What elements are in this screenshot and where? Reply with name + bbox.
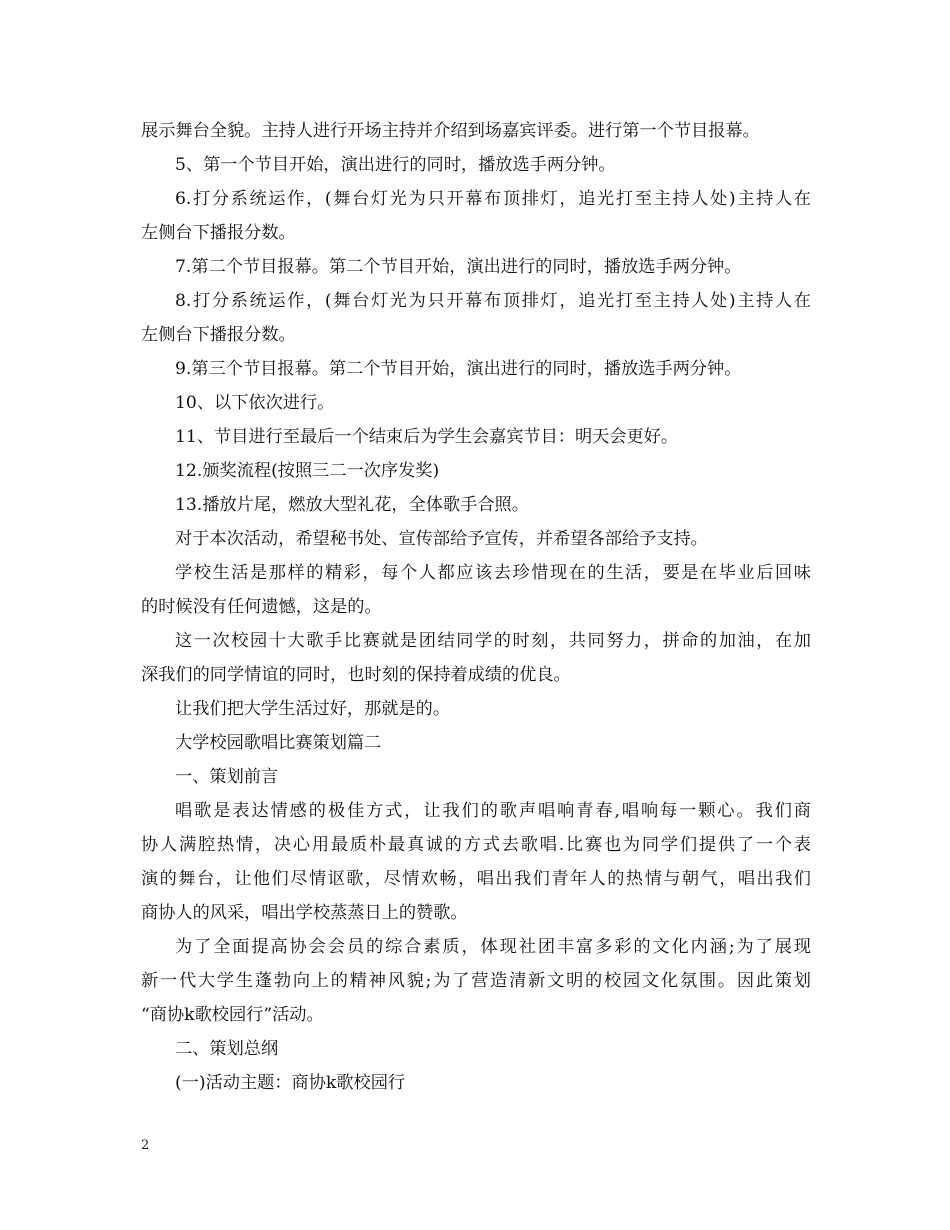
text-line: 这一次校园十大歌手比赛就是团结同学的时刻，共同努力，拼命的加油，在加: [175, 631, 811, 651]
text-line: 展示舞台全貌。主持人进行开场主持并介绍到场嘉宾评委。进行第一个节目报幕。: [141, 121, 760, 141]
text-line: 12.颁奖流程(按照三二一次序发奖): [175, 461, 440, 481]
document-body: [141, 114, 811, 1100]
text-line: “商协k歌校园行”活动。: [141, 1005, 324, 1025]
section-heading: 一、策划前言: [175, 767, 279, 787]
text-line: 左侧台下播报分数。: [141, 223, 296, 243]
text-line: 6.打分系统运作，(舞台灯光为只开幕布顶排灯，追光打至主持人处)主持人在: [175, 189, 811, 209]
text-line: 商协人的风采，唱出学校蒸蒸日上的赞歌。: [141, 903, 468, 923]
text-line: 演的舞台，让他们尽情讴歌，尽情欢畅，唱出我们青年人的热情与朝气，唱出我们: [141, 869, 811, 889]
text-line: 11、节目进行至最后一个结束后为学生会嘉宾节目：明天会更好。: [175, 427, 679, 447]
text-line: 13.播放片尾，燃放大型礼花，全体歌手合照。: [175, 495, 529, 515]
text-line: 学校生活是那样的精彩，每个人都应该去珍惜现在的生活，要是在毕业后回味: [175, 563, 811, 583]
text-line: 5、第一个节目开始，演出进行的同时，播放选手两分钟。: [175, 155, 616, 175]
text-line: 协人满腔热情，决心用最质朴最真诚的方式去歌唱.比赛也为同学们提供了一个表: [141, 835, 811, 855]
text-line: 9.第三个节目报幕。第二个节目开始，演出进行的同时，播放选手两分钟。: [175, 359, 742, 379]
text-line: (一)活动主题：商协k歌校园行: [175, 1073, 406, 1093]
text-line: 7.第二个节目报幕。第二个节目开始，演出进行的同时，播放选手两分钟。: [175, 257, 742, 277]
text-line: 新一代大学生蓬勃向上的精神风貌;为了营造清新文明的校园文化氛围。因此策划: [141, 971, 811, 991]
text-line: 深我们的同学情谊的同时，也时刻的保持着成绩的优良。: [141, 665, 571, 685]
section-heading: 二、策划总纲: [175, 1039, 279, 1059]
text-line: 8.打分系统运作，(舞台灯光为只开幕布顶排灯，追光打至主持人处)主持人在: [175, 291, 811, 311]
text-line: 左侧台下播报分数。: [141, 325, 296, 345]
text-line: 为了全面提高协会会员的综合素质，体现社团丰富多彩的文化内涵;为了展现: [175, 937, 811, 957]
text-line: 让我们把大学生活过好，那就是的。: [175, 699, 451, 719]
text-line: 对于本次活动，希望秘书处、宣传部给予宣传，并希望各部给予支持。: [175, 529, 708, 549]
text-line: 唱歌是表达情感的极佳方式，让我们的歌声唱响青春,唱响每一颗心。我们商: [175, 801, 811, 821]
text-line: 10、以下依次进行。: [175, 393, 335, 413]
page-number: 2: [141, 1138, 150, 1153]
text-line: 的时候没有任何遗憾，这是的。: [141, 597, 382, 617]
section-title: 大学校园歌唱比赛策划篇二: [175, 733, 382, 753]
